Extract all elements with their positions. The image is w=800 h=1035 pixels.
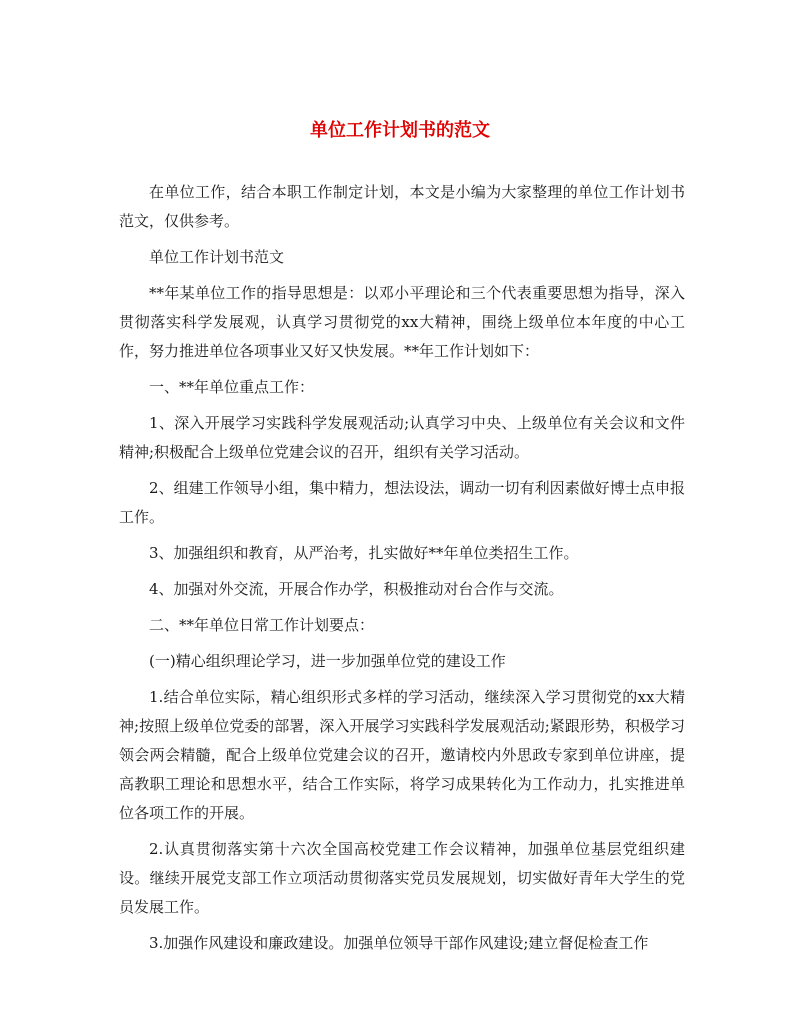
paragraph-daily-1: 1.结合单位实际，精心组织形式多样的学习活动，继续深入学习贯彻党的xx大精神;按照上级单位党委的部署，深入开展学习实践科学发展观活动;紧跟形势，积极学习领会两会精髓，配合上级单位党建会议的召开，邀请校内外思政专家到单位讲座，提高教职工理论和思想水平，结合工作实际，将学习成果转化为工作动力，扎实推进单位各项工作的开展。 bbox=[119, 688, 685, 822]
paragraph-daily-2: 2.认真贯彻落实第十六次全国高校党建工作会议精神，加强单位基层党组织建设。继续开展党支部工作立项活动贯彻落实党员发展规划，切实做好青年大学生的党员发展工作。 bbox=[119, 840, 685, 916]
section-heading-key-work: 一、**年单位重点工作： bbox=[149, 378, 315, 396]
paragraph-item-3: 3、加强组织和教育，从严治考，扎实做好**年单位类招生工作。 bbox=[149, 544, 579, 562]
document-body bbox=[119, 178, 685, 965]
paragraph-item-2: 2、组建工作领导小组，集中精力，想法设法，调动一切有利因素做好博士点申报工作。 bbox=[119, 479, 685, 526]
paragraph-intro: 在单位工作，结合本职工作制定计划，本文是小编为大家整理的单位工作计划书范文，仅供参考。 bbox=[119, 183, 685, 230]
paragraph-daily-3: 3.加强作风建设和廉政建设。加强单位领导干部作风建设;建立督促检查工作 bbox=[149, 934, 649, 952]
paragraph-item-1: 1、深入开展学习实践科学发展观活动;认真学习中央、上级单位有关会议和文件精神;积极配合上级单位党建会议的召开，组织有关学习活动。 bbox=[119, 414, 685, 461]
subsection-heading-theory-study: (一)精心组织理论学习，进一步加强单位党的建设工作 bbox=[149, 652, 506, 670]
paragraph-subtitle: 单位工作计划书范文 bbox=[149, 248, 285, 266]
document-title: 单位工作计划书的范文 bbox=[310, 120, 490, 141]
paragraph-item-4: 4、加强对外交流，开展合作办学，积极推动对台合作与交流。 bbox=[149, 580, 564, 598]
section-heading-daily-work: 二、**年单位日常工作计划要点： bbox=[149, 616, 375, 634]
paragraph-guiding-thought: **年某单位工作的指导思想是：以邓小平理论和三个代表重要思想为指导，深入贯彻落实科学发展观，认真学习贯彻党的xx大精神，围绕上级单位本年度的中心工作，努力推进单位各项事业又好又快发展。**年工作计划如下： bbox=[119, 284, 685, 360]
